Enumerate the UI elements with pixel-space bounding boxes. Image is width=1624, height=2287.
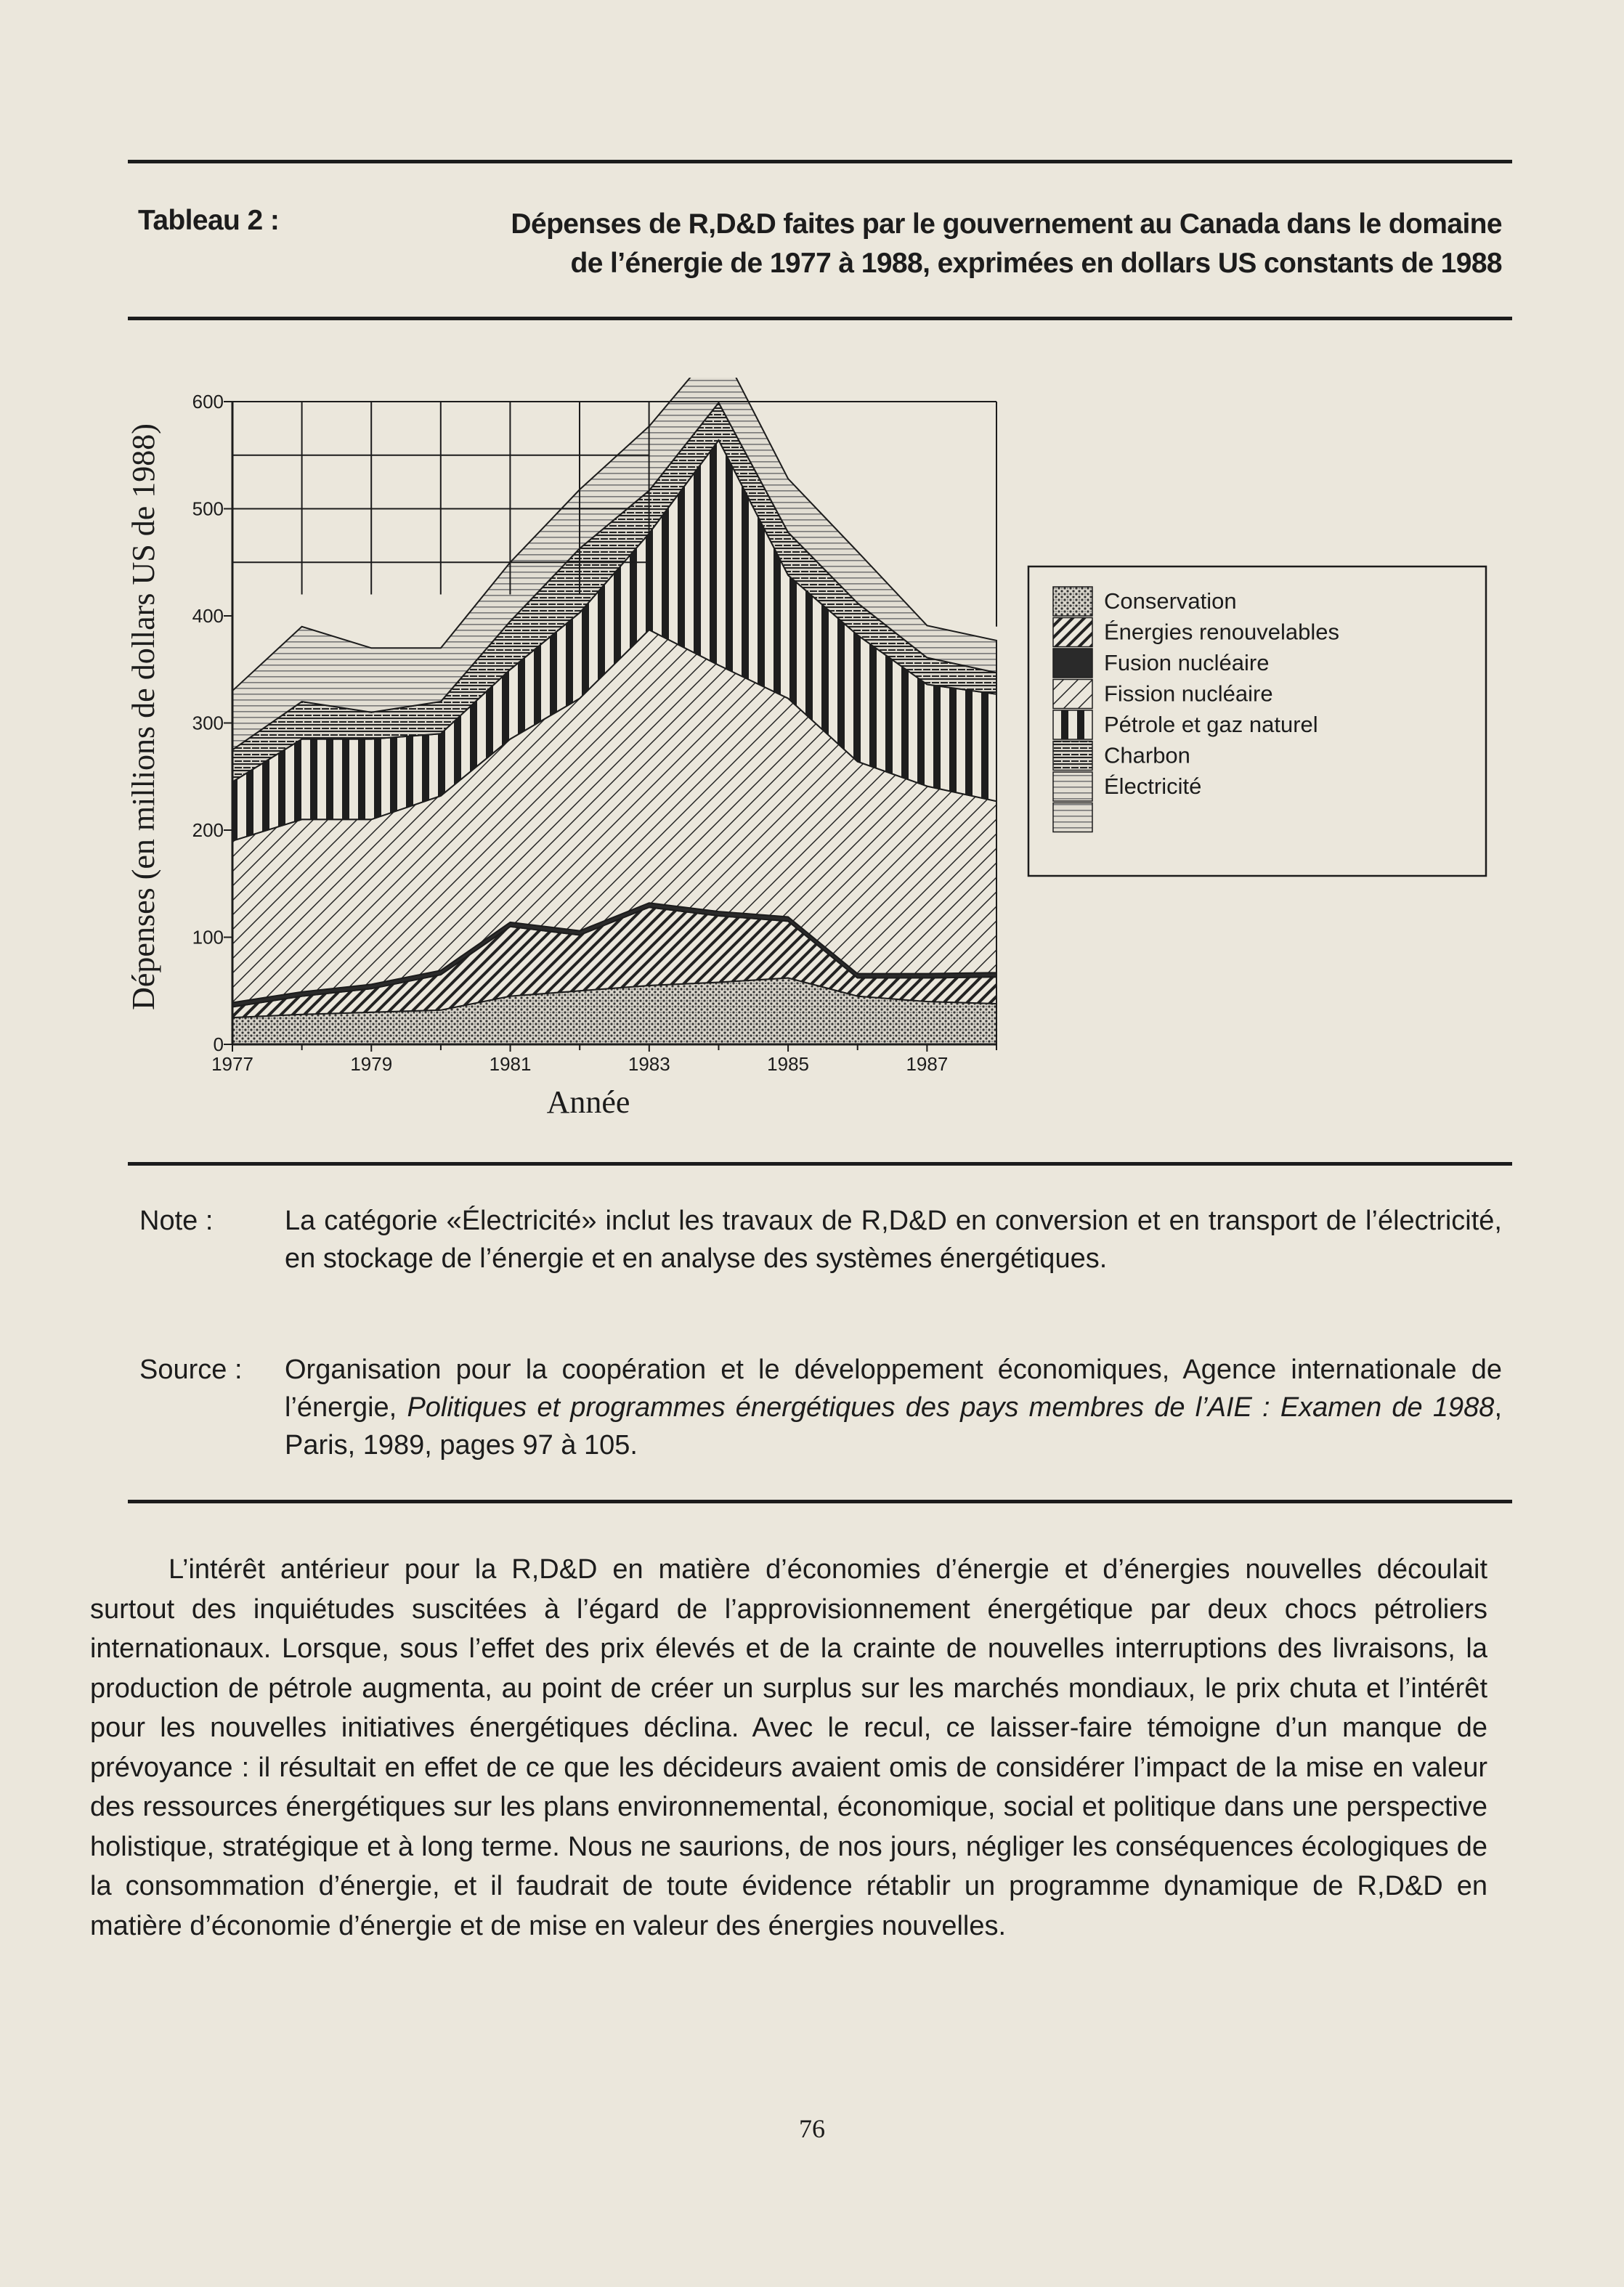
- legend-swatch-extra: [1053, 803, 1092, 832]
- legend-swatch-petrole-et-gaz-naturel: [1053, 710, 1092, 739]
- y-tick-label: 100: [192, 926, 224, 948]
- x-tick-label: 1985: [767, 1053, 810, 1075]
- legend-label-charbon: Charbon: [1104, 742, 1190, 768]
- chart-areas: [232, 378, 996, 1044]
- source-text-a: Organisation pour la coopération et le développement économiques, Agence internationale de l’énergie,: [285, 1354, 1502, 1423]
- table-title-line2: de l’énergie de 1977 à 1988, exprimées en dollars US constants de 1988: [570, 248, 1502, 279]
- chart-legend: [1028, 566, 1486, 876]
- legend-swatch-conservation: [1053, 587, 1092, 616]
- x-tick-label: 1979: [350, 1053, 393, 1075]
- legend-label-energies-renouvelables: Énergies renouvelables: [1104, 619, 1339, 645]
- page-number: 76: [799, 2114, 825, 2143]
- title-rule: [128, 317, 1512, 320]
- table-title: [333, 205, 1502, 283]
- legend-swatch-fission-nucleaire: [1053, 680, 1092, 709]
- x-tick-label: 1987: [906, 1053, 949, 1075]
- body-text: [90, 1550, 1487, 1946]
- y-tick-label: 600: [192, 391, 224, 413]
- legend-label-fission-nucleaire: Fission nucléaire: [1104, 681, 1273, 707]
- table-label: Tableau 2 :: [138, 205, 280, 236]
- legend-label-petrole-et-gaz-naturel: Pétrole et gaz naturel: [1104, 712, 1318, 737]
- x-axis-title: Année: [546, 1084, 630, 1120]
- source-text: [285, 1351, 1502, 1464]
- body-paragraph: L’intérêt antérieur pour la R,D&D en matière d’économies d’énergie et d’énergies nouvelles découlait surtout des inquiétudes suscitées à l’égard de l’approvisionnement énergétique par deux chocs pétroliers internationaux. Lorsque, sous l’effet des prix élevés et de la crainte de nouvelles interruptions des livraisons, la production de pétrole augmenta, au point de créer un surplus sur les marchés mondiaux, le prix chuta et l’intérêt pour les nouvelles initiatives énergétiques déclina. Avec le recul, ce laisser-faire témoigne d’un manque de prévoyance : il résultait en effet de ce que les décideurs avaient omis de considérer l’impact de la mise en valeur des ressources énergétiques sur les plans environnemental, économique, social et politique dans une perspective holistique, stratégique et à long terme. Nous ne saurions, de nos jours, négliger les conséquences écologiques de la consommation d’énergie, et il faudrait de toute évidence rétablir un programme dynamique de R,D&D en matière d’économie d’énergie et de mise en valeur des énergies nouvelles.: [90, 1554, 1487, 1941]
- chart: [116, 378, 1511, 1133]
- y-tick-label: 0: [213, 1033, 224, 1055]
- y-tick-label: 200: [192, 819, 224, 841]
- note-text: La catégorie «Électricité» inclut les travaux de R,D&D en conversion et en transport de l’électricité, en stockage de l’énergie et en analyse des systèmes énergétiques.: [285, 1206, 1502, 1274]
- legend-swatch-electricite: [1053, 772, 1092, 801]
- source-text-b: , Paris, 1989, pages 97 à 105.: [285, 1392, 1502, 1461]
- legend-label-fusion-nucleaire: Fusion nucléaire: [1104, 650, 1270, 675]
- table-title-line1: Dépenses de R,D&D faites par le gouvernement au Canada dans le domaine: [511, 208, 1502, 240]
- x-tick-label: 1983: [628, 1053, 670, 1075]
- y-tick-label: 400: [192, 605, 224, 627]
- x-tick-label: 1981: [489, 1053, 532, 1075]
- notes-bottom-rule: [128, 1500, 1512, 1503]
- note-label: Note :: [139, 1206, 214, 1236]
- y-axis-title: Dépenses (en millions de dollars US de 1988): [126, 423, 161, 1010]
- legend-label-electricite: Électricité: [1104, 773, 1202, 799]
- source-label: Source :: [139, 1354, 243, 1385]
- legend-label-conservation: Conservation: [1104, 588, 1237, 614]
- y-tick-label: 300: [192, 712, 224, 734]
- source-publication-title: Politiques et programmes énergétiques des pays membres de l’AIE : Examen de 1988: [407, 1392, 1495, 1423]
- top-rule: [128, 160, 1512, 163]
- y-tick-label: 500: [192, 497, 224, 520]
- legend-swatch-fusion-nucleaire: [1053, 649, 1092, 678]
- chart-bottom-rule: [128, 1162, 1512, 1166]
- legend-swatch-energies-renouvelables: [1053, 618, 1092, 647]
- x-tick-label: 1977: [211, 1053, 253, 1075]
- legend-swatch-charbon: [1053, 742, 1092, 771]
